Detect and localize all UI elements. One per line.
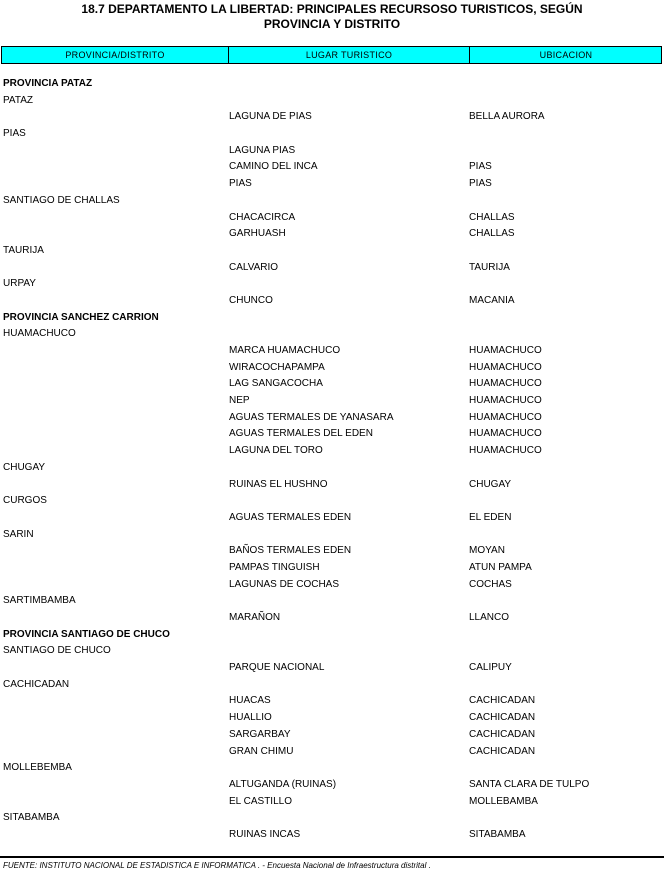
table-row	[0, 109, 664, 126]
lugar-turistico-cell: AGUAS TERMALES DE YANASARA	[229, 411, 394, 423]
table-row	[0, 260, 664, 277]
lugar-turistico-cell: CHACACIRCA	[229, 211, 296, 223]
provincia-distrito-cell: SANTIAGO DE CHUCO	[3, 645, 111, 657]
table-row	[0, 693, 664, 710]
provincia-row	[0, 627, 664, 644]
table-row	[0, 744, 664, 761]
lugar-turistico-cell: BAÑOS TERMALES EDEN	[229, 545, 352, 557]
footer-divider	[0, 856, 664, 858]
provincia-distrito-cell: MOLLEBEMBA	[3, 762, 72, 774]
table-row	[0, 443, 664, 460]
lugar-turistico-cell: PIAS	[229, 178, 252, 190]
distrito-row	[0, 193, 664, 210]
table-row	[0, 426, 664, 443]
ubicacion-cell: HUAMACHUCO	[469, 428, 542, 440]
provincia-distrito-cell: PIAS	[3, 128, 26, 140]
distrito-row	[0, 126, 664, 143]
provincia-distrito-cell: PROVINCIA PATAZ	[3, 78, 93, 89]
provincia-distrito-cell: PROVINCIA SANCHEZ CARRION	[3, 311, 159, 323]
ubicacion-cell: CALIPUY	[469, 662, 512, 674]
distrito-row	[0, 810, 664, 827]
provincia-distrito-cell: PROVINCIA SANTIAGO DE CHUCO	[3, 628, 170, 640]
table-body	[0, 76, 664, 844]
lugar-turistico-cell: LAGUNA DEL TORO	[229, 445, 323, 457]
lugar-turistico-cell: RUINAS EL HUSHNO	[229, 478, 328, 490]
lugar-turistico-cell: EL CASTILLO	[229, 795, 292, 807]
distrito-row	[0, 243, 664, 260]
provincia-distrito-cell: CACHICADAN	[3, 678, 70, 690]
ubicacion-cell: MACANIA	[469, 294, 515, 306]
title-line-2: PROVINCIA Y DISTRITO	[263, 17, 401, 31]
table-row	[0, 143, 664, 160]
lugar-turistico-cell: NEP	[229, 395, 250, 407]
distrito-row	[0, 760, 664, 777]
table-row	[0, 794, 664, 811]
table-row	[0, 376, 664, 393]
distrito-row	[0, 643, 664, 660]
lugar-turistico-cell: WIRACOCHAPAMPA	[229, 361, 325, 373]
ubicacion-cell: HUAMACHUCO	[469, 345, 542, 356]
table-row	[0, 777, 664, 794]
ubicacion-cell: CHALLAS	[469, 228, 515, 240]
lugar-turistico-cell: PAMPAS TINGUISH	[229, 561, 320, 573]
lugar-turistico-cell: CAMINO DEL INCA	[229, 161, 318, 173]
table-title	[0, 2, 664, 32]
lugar-turistico-cell: GARHUASH	[229, 228, 286, 240]
header-ubicacion: UBICACION	[539, 50, 593, 60]
ubicacion-cell: HUAMACHUCO	[469, 445, 542, 457]
table-row	[0, 660, 664, 677]
provincia-distrito-cell: PATAZ	[3, 94, 33, 106]
table-row	[0, 577, 664, 594]
provincia-distrito-cell: SITABAMBA	[3, 812, 60, 824]
table-row	[0, 393, 664, 410]
table-row	[0, 226, 664, 243]
ubicacion-cell: MOLLEBAMBA	[469, 795, 538, 807]
ubicacion-cell: SITABAMBA	[469, 828, 526, 840]
table-row	[0, 210, 664, 227]
ubicacion-cell: PIAS	[469, 178, 492, 190]
ubicacion-cell: MOYAN	[469, 545, 505, 557]
ubicacion-cell: CACHICADAN	[469, 728, 536, 740]
lugar-turistico-cell: GRAN CHIMU	[229, 745, 294, 757]
table-row	[0, 543, 664, 560]
ubicacion-cell: HUAMACHUCO	[469, 411, 542, 423]
title-line-1: 18.7 DEPARTAMENTO LA LIBERTAD: PRINCIPALES RECURSOSO TURISTICOS, SEGÚN	[81, 2, 583, 16]
ubicacion-cell: HUAMACHUCO	[469, 378, 542, 390]
ubicacion-cell: HUAMACHUCO	[469, 395, 542, 407]
provincia-distrito-cell: CURGOS	[3, 495, 47, 507]
ubicacion-cell: EL EDEN	[469, 511, 512, 523]
provincia-distrito-cell: SARTIMBAMBA	[3, 595, 76, 607]
distrito-row	[0, 326, 664, 343]
ubicacion-cell: PIAS	[469, 161, 492, 173]
table-row	[0, 510, 664, 527]
distrito-row	[0, 493, 664, 510]
distrito-row	[0, 677, 664, 694]
lugar-turistico-cell: CALVARIO	[229, 261, 279, 273]
table-row	[0, 159, 664, 176]
lugar-turistico-cell: PARQUE NACIONAL	[229, 662, 325, 674]
table-row	[0, 410, 664, 427]
provincia-distrito-cell: HUAMACHUCO	[3, 328, 76, 340]
provincia-distrito-cell: CHUGAY	[3, 461, 46, 473]
provincia-distrito-cell: TAURIJA	[3, 244, 44, 256]
table-row	[0, 827, 664, 844]
provincia-row	[0, 76, 664, 93]
distrito-row	[0, 593, 664, 610]
lugar-turistico-cell: RUINAS INCAS	[229, 828, 301, 840]
lugar-turistico-cell: AGUAS TERMALES DEL EDEN	[229, 428, 373, 440]
ubicacion-cell: COCHAS	[469, 578, 512, 590]
lugar-turistico-cell: MARCA HUAMACHUCO	[229, 345, 341, 356]
header-provincia-distrito: PROVINCIA/DISTRITO	[2, 47, 229, 63]
ubicacion-cell: BELLA AURORA	[469, 111, 545, 123]
ubicacion-cell: TAURIJA	[469, 261, 510, 273]
ubicacion-cell: LLANCO	[469, 612, 510, 623]
table-row	[0, 343, 664, 360]
lugar-turistico-cell: LAGUNAS DE COCHAS	[229, 578, 340, 590]
distrito-row	[0, 276, 664, 293]
header-lugar-turistico: LUGAR TURISTICO	[229, 47, 470, 63]
ubicacion-cell: HUAMACHUCO	[469, 361, 542, 373]
ubicacion-cell: SANTA CLARA DE TULPO	[469, 778, 590, 790]
provincia-distrito-cell: URPAY	[3, 278, 36, 290]
lugar-turistico-cell: SARGARBAY	[229, 728, 291, 740]
lugar-turistico-cell: AGUAS TERMALES EDEN	[229, 511, 352, 523]
table-row	[0, 610, 664, 627]
lugar-turistico-cell: ALTUGANDA (RUINAS)	[229, 778, 337, 790]
provincia-distrito-cell: SARIN	[3, 528, 34, 540]
table-row	[0, 477, 664, 494]
distrito-row	[0, 460, 664, 477]
lugar-turistico-cell: MARAÑON	[229, 612, 281, 623]
table-row	[0, 293, 664, 310]
source-footnote: FUENTE: INSTITUTO NACIONAL DE ESTADISTICA E INFORMATICA . - Encuesta Nacional de Infraestructura distrital .	[3, 861, 431, 870]
table-row	[0, 727, 664, 744]
lugar-turistico-cell: HUALLIO	[229, 712, 272, 724]
lugar-turistico-cell: CHUNCO	[229, 294, 273, 306]
ubicacion-cell: CACHICADAN	[469, 745, 536, 757]
table-row	[0, 710, 664, 727]
lugar-turistico-cell: LAGUNA PIAS	[229, 144, 296, 156]
distrito-row	[0, 93, 664, 110]
table-row	[0, 176, 664, 193]
ubicacion-cell: CACHICADAN	[469, 695, 536, 707]
ubicacion-cell: CHUGAY	[469, 478, 512, 490]
provincia-row	[0, 310, 664, 327]
lugar-turistico-cell: HUACAS	[229, 695, 271, 707]
table-row	[0, 560, 664, 577]
lugar-turistico-cell: LAG SANGACOCHA	[229, 378, 323, 390]
lugar-turistico-cell: LAGUNA DE PIAS	[229, 111, 312, 123]
ubicacion-cell: CACHICADAN	[469, 712, 536, 724]
table-row	[0, 360, 664, 377]
ubicacion-cell: ATUN PAMPA	[469, 561, 532, 573]
provincia-distrito-cell: SANTIAGO DE CHALLAS	[3, 194, 120, 206]
table-header	[1, 46, 662, 64]
distrito-row	[0, 527, 664, 544]
ubicacion-cell: CHALLAS	[469, 211, 515, 223]
